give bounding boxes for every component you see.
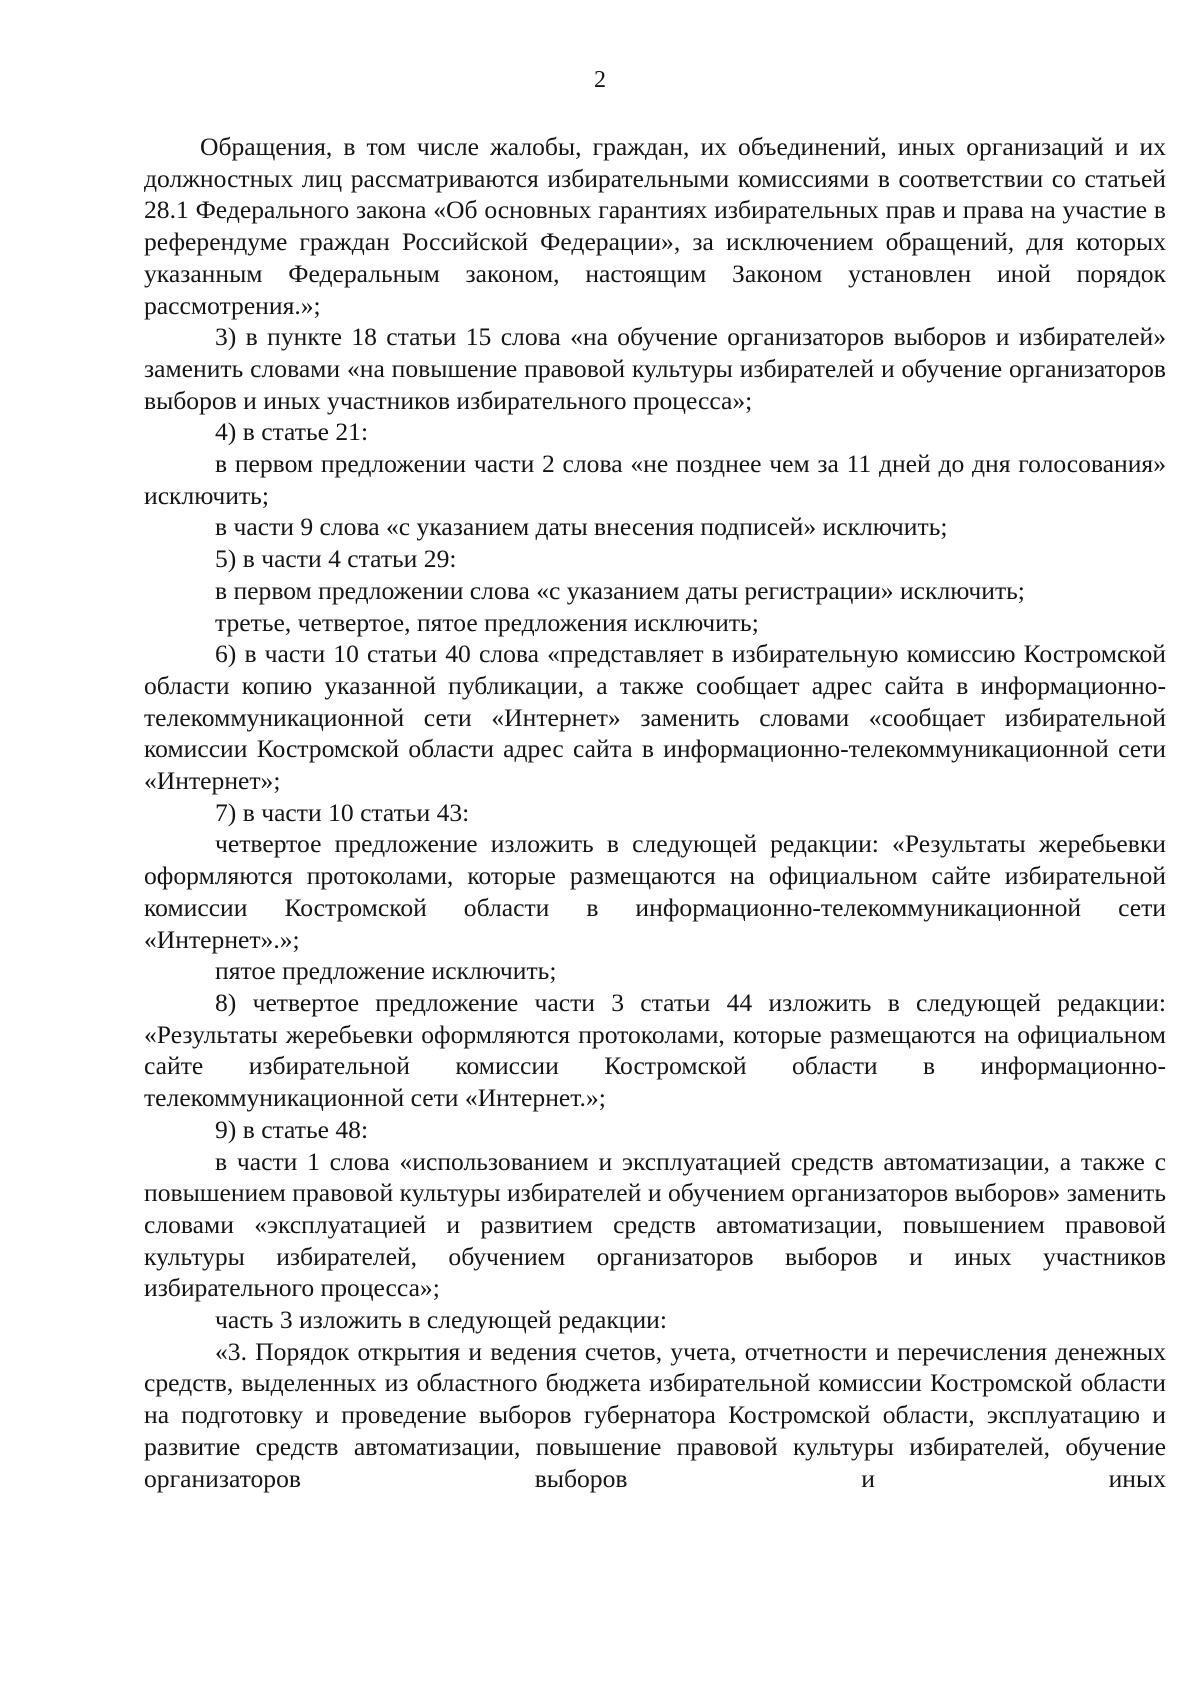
paragraph-item-9: 9) в статье 48: bbox=[215, 1114, 369, 1144]
paragraph-item-7-fifth-sentence: пятое предложение исключить; bbox=[215, 956, 557, 986]
paragraph-item-7: 7) в части 10 статьи 43: bbox=[215, 797, 470, 827]
document-body bbox=[144, 131, 1166, 1494]
paragraph-item-3: 3) в пункте 18 статьи 15 слова «на обучение организаторов выборов и избирателей» заменить словами «на повышение правовой культуры избирателей и обучение организаторов выборов и иных участников избирательного процесса»; bbox=[144, 322, 1166, 415]
paragraph-item-4-part-2: в первом предложении части 2 слова «не позднее чем за 11 дней до дня голосования» исключить; bbox=[144, 449, 1166, 510]
paragraph-item-6: 6) в части 10 статьи 40 слова «представляет в избирательную комиссию Костромской области копию указанной публикации, а также сообщает адрес сайта в информационно-телекоммуникационной сети «Интернет» заменить словами «сообщает избирательной комиссии Костромской области адрес сайта в информационно-телекоммуникационной сети «Интернет»; bbox=[144, 639, 1166, 796]
paragraph-item-7-fourth-sentence: четвертое предложение изложить в следующей редакции: «Результаты жеребьевки оформляются протоколами, которые размещаются на официальном сайте избирательной комиссии Костромской области в информационно-телекоммуникационной сети «Интернет».»; bbox=[144, 829, 1166, 954]
paragraph-part-3-text: «3. Порядок открытия и ведения счетов, учета, отчетности и перечисления денежных средств, выделенных из областного бюджета избирательной комиссии Костромской области на подготовку и проведение выборов губернатора Костромской области, эксплуатацию и развитие средств автоматизации, повышение правовой культуры избирателей, обучение организаторов выборов и иных bbox=[144, 1336, 1166, 1493]
paragraph-item-9-part-3: часть 3 изложить в следующей редакции: bbox=[215, 1305, 667, 1335]
paragraph-item-5-first-sentence: в первом предложении слова «с указанием даты регистрации» исключить; bbox=[215, 575, 1025, 605]
paragraph-item-9-part-1: в части 1 слова «использованием и эксплуатацией средств автоматизации, а также с повышением правовой культуры избирателей и обучением организаторов выборов» заменить словами «эксплуатацией и развитием средств автоматизации, повышением правовой культуры избирателей, обучением организаторов выборов и иных участников избирательного процесса»; bbox=[144, 1146, 1166, 1303]
paragraph-item-4: 4) в статье 21: bbox=[215, 417, 369, 447]
paragraph-citizen-appeals: Обращения, в том числе жалобы, граждан, их объединений, иных организаций и их должностных лиц рассматриваются избирательными комиссиями в соответствии со статьей 28.1 Федерального закона «Об основных гарантиях избирательных прав и права на участие в референдуме граждан Российской Федерации», за исключением обращений, для которых указанным Федеральным законом, настоящим Законом установлен иной порядок рассмотрения.»; bbox=[144, 132, 1166, 320]
paragraph-item-8: 8) четвертое предложение части 3 статьи 44 изложить в следующей редакции: «Результаты жеребьевки оформляются протоколами, которые размещаются на официальном сайте избирательной комиссии Костромской области в информационно-телекоммуникационной сети «Интернет.»; bbox=[144, 987, 1166, 1113]
paragraph-item-5-sentences: третье, четвертое, пятое предложения исключить; bbox=[215, 607, 759, 637]
paragraph-item-4-part-9: в части 9 слова «с указанием даты внесения подписей» исключить; bbox=[215, 512, 948, 542]
page-number: 2 bbox=[594, 67, 606, 93]
paragraph-item-5: 5) в части 4 статьи 29: bbox=[215, 544, 457, 574]
